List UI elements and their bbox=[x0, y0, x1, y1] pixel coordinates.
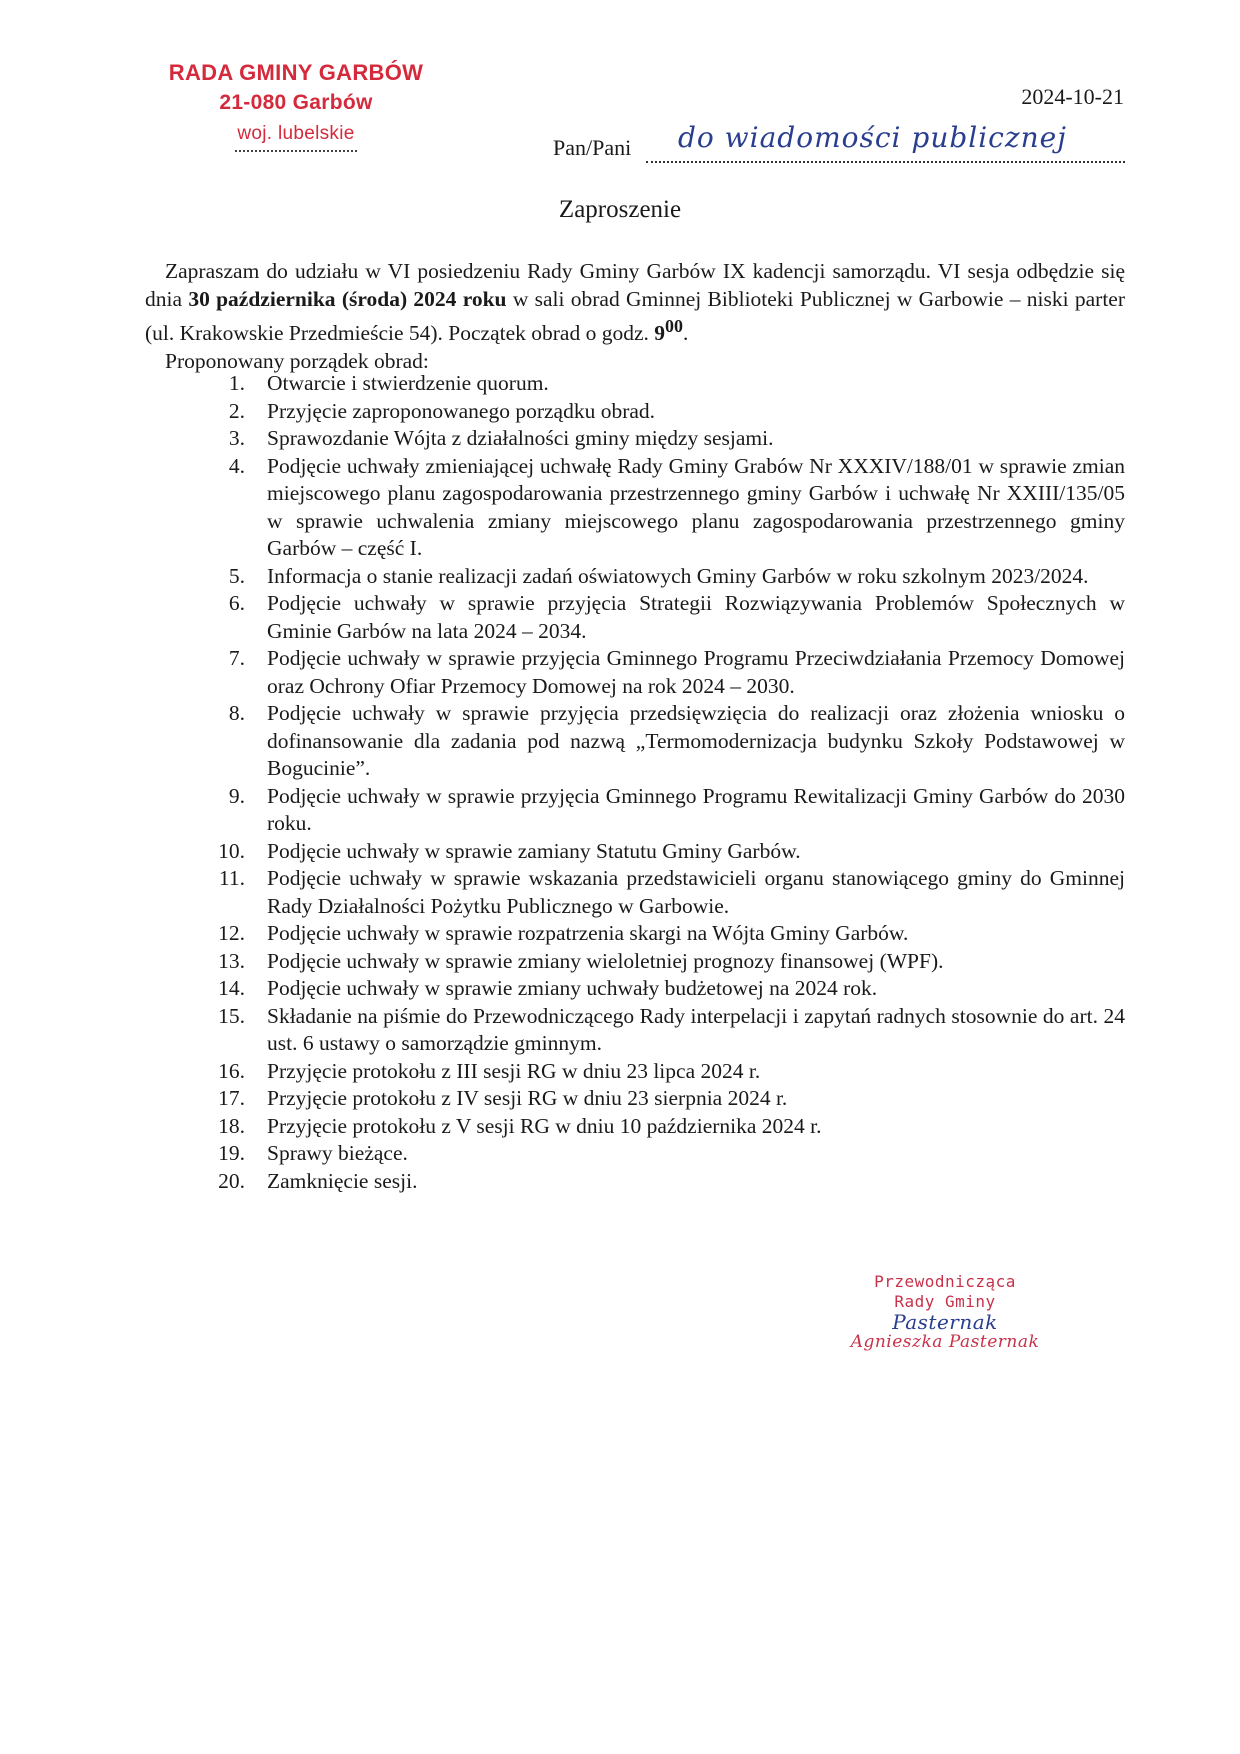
agenda-item bbox=[195, 1058, 1125, 1086]
agenda-item-number: 8. bbox=[228, 701, 245, 725]
agenda-item bbox=[195, 645, 1125, 700]
agenda-item bbox=[195, 975, 1125, 1003]
signature-name: Agnieszka Pasternak bbox=[850, 1332, 1040, 1352]
agenda-item-text: Otwarcie i stwierdzenie quorum. bbox=[267, 371, 549, 395]
agenda-item-number: 13. bbox=[218, 948, 245, 973]
agenda-item-number: 16. bbox=[218, 1058, 245, 1083]
addressee-dotted-line bbox=[646, 161, 1125, 163]
signature-title: Przewodnicząca bbox=[874, 1272, 1016, 1291]
document-date: 2024-10-21 bbox=[1021, 84, 1124, 109]
agenda-item bbox=[195, 783, 1125, 838]
agenda-item bbox=[195, 590, 1125, 645]
agenda-item-text: Sprawozdanie Wójta z działalności gminy między sesjami. bbox=[267, 426, 774, 450]
start-minutes: 00 bbox=[665, 316, 683, 336]
agenda-item-text: Składanie na piśmie do Przewodniczącego Rady interpelacji i zapytań radnych stosownie do art. 24 ust. 6 ustawy o samorządzie gminnym. bbox=[267, 1003, 1125, 1055]
agenda-item-number: 9. bbox=[228, 783, 245, 808]
agenda-item-number: 3. bbox=[228, 426, 245, 450]
agenda-item bbox=[195, 425, 1125, 453]
agenda-label: Proponowany porządek obrad: bbox=[165, 348, 429, 373]
agenda-item-number: 15. bbox=[218, 1003, 245, 1028]
stamp-line-1: RADA GMINY GARBÓW bbox=[168, 60, 424, 85]
agenda-item-text: Przyjęcie zaproponowanego porządku obrad. bbox=[267, 398, 656, 423]
agenda-item-number: 18. bbox=[218, 1113, 245, 1138]
agenda-item bbox=[195, 1113, 1125, 1141]
agenda-item-text: Przyjęcie protokołu z V sesji RG w dniu 10 października 2024 r. bbox=[267, 1113, 822, 1138]
agenda-item-text: Podjęcie uchwały w sprawie przyjęcia Gminnego Programu Rewitalizacji Gminy Garbów do 2030 roku. bbox=[267, 783, 1125, 835]
agenda-item bbox=[195, 1085, 1125, 1113]
agenda-item-text: Informacja o stanie realizacji zadań oświatowych Gminy Garbów w roku szkolnym 2023/2024. bbox=[267, 563, 1089, 588]
addressee-label: Pan/Pani bbox=[553, 135, 632, 160]
stamp-line-2: 21-080 Garbów bbox=[219, 91, 373, 114]
agenda-item-text: Podjęcie uchwały w sprawie wskazania przedstawicieli organu stanowiącego gminy do Gminnej Rady Działalności Pożytku Publicznego w Garbowie. bbox=[267, 866, 1125, 918]
agenda-item-text: Podjęcie uchwały w sprawie przyjęcia Gminnego Programu Przeciwdziałania Przemocy Domowej oraz Ochrony Ofiar Przemocy Domowej na rok 2024 – 2030. bbox=[267, 646, 1125, 698]
agenda-item-number: 12. bbox=[218, 921, 245, 945]
agenda-item-text: Podjęcie uchwały zmieniającej uchwałę Rady Gminy Grabów Nr XXXIV/188/01 w sprawie zmian miejscowego planu zagospodarowania przestrzennego gminy Garbów i uchwałę Nr XXIII/135/05 w sprawie uchwalenia zmiany miejscowego planu zagospodarowania przestrzennego gminy Garbów – część I. bbox=[267, 453, 1125, 560]
agenda-item-number: 7. bbox=[228, 646, 245, 670]
intro-end: . bbox=[682, 321, 689, 346]
agenda-item-number: 5. bbox=[228, 563, 245, 588]
addressee-handwriting: do wiadomości publicznej bbox=[678, 121, 1067, 154]
agenda-item bbox=[195, 370, 1125, 398]
agenda-item-number: 20. bbox=[218, 1168, 245, 1193]
intro-part-2: w sali obrad Gminnej Biblioteki Publicznej w Garbowie – niski parter (ul. Krakowskie Przedmieście 54). Początek obrad o godz. bbox=[145, 286, 1125, 346]
council-stamp bbox=[146, 58, 446, 152]
signature-handwriting: Pasternak bbox=[892, 1310, 998, 1334]
agenda-item bbox=[195, 838, 1125, 866]
agenda-item-number: 10. bbox=[218, 838, 245, 863]
start-hour: 9 bbox=[654, 321, 666, 346]
agenda-item-number: 14. bbox=[218, 976, 245, 1000]
agenda-item bbox=[195, 865, 1125, 920]
agenda-item-text: Podjęcie uchwały w sprawie zmiany wieloletniej prognozy finansowej (WPF). bbox=[267, 948, 944, 973]
signature-stamp bbox=[820, 1272, 1070, 1352]
agenda-item-text: Przyjęcie protokołu z III sesji RG w dniu 23 lipca 2024 r. bbox=[267, 1058, 761, 1083]
agenda-item bbox=[195, 1003, 1125, 1058]
agenda-item bbox=[195, 563, 1125, 591]
document-heading: Zaproszenie bbox=[558, 196, 682, 223]
agenda-item-text: Sprawy bieżące. bbox=[267, 1141, 408, 1165]
agenda-item-text: Podjęcie uchwały w sprawie zamiany Statutu Gminy Garbów. bbox=[267, 838, 801, 863]
agenda-item-text: Podjęcie uchwały w sprawie zmiany uchwały budżetowej na 2024 rok. bbox=[267, 976, 878, 1000]
stamp-line-3: woj. lubelskie bbox=[235, 119, 356, 152]
agenda-item bbox=[195, 398, 1125, 426]
agenda-item-text: Zamknięcie sesji. bbox=[267, 1168, 418, 1193]
signature-org: Rady Gminy bbox=[894, 1292, 996, 1311]
agenda-item bbox=[195, 700, 1125, 783]
agenda-item-text: Podjęcie uchwały w sprawie rozpatrzenia skargi na Wójta Gminy Garbów. bbox=[267, 921, 909, 945]
agenda-item bbox=[195, 920, 1125, 948]
agenda-item bbox=[195, 1168, 1125, 1196]
agenda-item bbox=[195, 1140, 1125, 1168]
intro-text bbox=[145, 258, 1125, 375]
agenda-item bbox=[195, 948, 1125, 976]
agenda-item-text: Podjęcie uchwały w sprawie przyjęcia Strategii Rozwiązywania Problemów Społecznych w Gminie Garbów na lata 2024 – 2034. bbox=[267, 591, 1125, 643]
agenda-item-number: 17. bbox=[218, 1086, 245, 1110]
session-date: 30 października (środa) 2024 roku bbox=[188, 286, 507, 311]
addressee bbox=[553, 121, 1125, 161]
agenda-item-number: 1. bbox=[228, 371, 245, 395]
intro-part-1: Zapraszam do udziału w VI posiedzeniu Rady Gminy Garbów IX kadencji samorządu. VI sesja odbędzie się dnia bbox=[145, 259, 1125, 311]
intro-paragraph bbox=[145, 258, 1125, 348]
agenda-item-number: 6. bbox=[228, 591, 245, 615]
agenda-list bbox=[195, 370, 1125, 1195]
agenda-item-number: 2. bbox=[228, 398, 245, 423]
agenda-item bbox=[195, 453, 1125, 563]
agenda-item-text: Przyjęcie protokołu z IV sesji RG w dniu 23 sierpnia 2024 r. bbox=[267, 1086, 788, 1110]
agenda-item-number: 19. bbox=[218, 1141, 245, 1165]
agenda-item-text: Podjęcie uchwały w sprawie przyjęcia przedsięwzięcia do realizacji oraz złożenia wniosku o dofinansowanie dla zadania pod nazwą „Termomodernizacja budynku Szkoły Podstawowej w Bogucinie”. bbox=[267, 701, 1125, 780]
agenda-item-number: 11. bbox=[218, 866, 245, 890]
agenda-item-number: 4. bbox=[228, 453, 245, 478]
